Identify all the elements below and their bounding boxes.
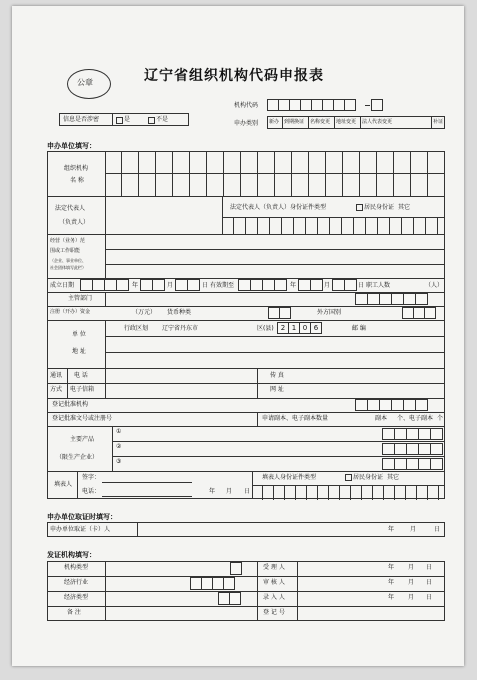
- filler-id-type-label: 填表人身份证件类型: [262, 474, 317, 481]
- district-code-1: 2: [277, 322, 289, 334]
- pickup-label: 申办单位取证（卡）人: [50, 526, 111, 533]
- issuer-date-2-month: 月: [408, 579, 415, 586]
- ecopy-label: 个、电子副本: [397, 415, 434, 422]
- valid-month-label: 月: [324, 282, 331, 289]
- apply-type-legal-change[interactable]: 法人代表变更: [362, 119, 393, 125]
- district-code-4: 6: [310, 322, 322, 334]
- est-month-label: 月: [167, 282, 174, 289]
- pickup-day-label: 日: [434, 526, 441, 533]
- legal-rep-label-2: （负责人）: [59, 219, 90, 226]
- ecopy-unit-label: 个: [437, 415, 444, 422]
- issuer-date-1-year: 年: [388, 564, 395, 571]
- district-code-cells[interactable]: [277, 322, 321, 334]
- issuer-date-1-month: 月: [408, 564, 415, 571]
- issuer-date-3-day: 日: [426, 594, 433, 601]
- valid-month-cells[interactable]: [298, 279, 322, 291]
- capital-label: 注册（开办）资金: [50, 309, 91, 315]
- est-day-label: 日: [202, 282, 209, 289]
- est-year-cells[interactable]: [80, 279, 128, 291]
- copies-label: 申请副本、电子副本数量: [262, 415, 329, 422]
- org-name-grid[interactable]: [105, 151, 445, 196]
- product-mark-3: ③: [116, 458, 122, 465]
- form-title: 辽宁省组织机构代码申报表: [144, 68, 324, 84]
- email-label: 电子信箱: [70, 386, 95, 393]
- district-label: 区(县): [257, 325, 274, 332]
- secret-no-checkbox[interactable]: [148, 117, 155, 124]
- issuer-date-1-day: 日: [426, 564, 433, 571]
- reg-org-cells[interactable]: [355, 399, 427, 411]
- section-applicant: 申办单位填写：: [47, 142, 96, 150]
- filler-id-number-grid[interactable]: [252, 485, 445, 500]
- postcode-label: 邮 编: [352, 325, 366, 332]
- issuer-remarks-label: 备 注: [67, 609, 81, 616]
- legal-rep-label-1: 法定代表人: [55, 205, 86, 212]
- est-year-label: 年: [132, 282, 139, 289]
- phone-label: 电 话: [74, 372, 88, 379]
- issuer-reviewer-label: 审 核 人: [263, 579, 285, 586]
- issuer-econ-type-cells[interactable]: [218, 592, 240, 605]
- legal-id-number-grid[interactable]: [222, 217, 445, 235]
- section-issuer: 发证机构填写：: [47, 551, 96, 559]
- org-code-cells[interactable]: [267, 99, 355, 111]
- apply-type-reissue[interactable]: 补证: [433, 119, 444, 125]
- est-day-cells[interactable]: [175, 279, 199, 291]
- pickup-month-label: 月: [410, 526, 417, 533]
- legal-id-type-label: 法定代表人（负责人）身份证件类型: [230, 204, 327, 211]
- product-mark-2: ②: [116, 443, 122, 450]
- issuer-org-type-label: 机构类型: [64, 564, 89, 571]
- section-pickup: 申办单位取证时填写：: [47, 513, 117, 521]
- valid-day-cells[interactable]: [332, 279, 356, 291]
- valid-year-label: 年: [290, 282, 297, 289]
- filler-sign-label: 签字：: [82, 474, 101, 481]
- product-mark-1: ①: [116, 428, 122, 435]
- authority-label: 主管部门: [68, 295, 93, 302]
- filler-label: 填表人: [54, 481, 73, 488]
- issuer-date-3-year: 年: [388, 594, 395, 601]
- issuer-org-type-cell[interactable]: [230, 562, 241, 575]
- issuer-reg-no-label: 登 记 号: [263, 609, 285, 616]
- reg-org-label: 登记批准机构: [52, 401, 89, 408]
- website-label: 网 址: [270, 386, 284, 393]
- region-label: 行政区划: [124, 325, 149, 332]
- issuer-industry-cells[interactable]: [190, 577, 234, 590]
- filler-tel-label: 电话：: [82, 488, 101, 495]
- legal-id-card-label: 居民身份证: [364, 204, 395, 211]
- authority-code-cells[interactable]: [355, 293, 427, 305]
- issuer-econ-type-label: 经济类型: [64, 594, 89, 601]
- secret-yes-label: 是: [124, 116, 131, 123]
- foreign-cells[interactable]: [402, 307, 435, 319]
- fax-label: 传 真: [270, 372, 284, 379]
- district-code-3: 0: [299, 322, 311, 334]
- apply-type-renew[interactable]: 到期换证: [284, 119, 305, 125]
- filler-id-card-label: 居民身份证: [353, 474, 384, 481]
- address-label-1: 单 位: [72, 331, 86, 338]
- product-code-cells-1[interactable]: [382, 428, 442, 440]
- currency-cells[interactable]: [268, 307, 290, 319]
- org-name-label-1: 组织机构: [64, 165, 89, 172]
- product-label-1: 主要产品: [70, 436, 95, 443]
- apply-type-address-change[interactable]: 地址变更: [336, 119, 357, 125]
- secret-label: 信息是否涉密: [63, 116, 100, 123]
- issuer-industry-label: 经济行业: [64, 579, 89, 586]
- est-date-label: 成立日期: [50, 282, 75, 289]
- filler-month-label: 月: [226, 488, 233, 495]
- address-label-2: 地 址: [72, 348, 86, 355]
- filler-year-label: 年: [209, 488, 216, 495]
- valid-to-label: 有效期至: [210, 282, 235, 289]
- scope-label-2: 围或工作职能: [50, 248, 81, 254]
- issuer-date-2-year: 年: [388, 579, 395, 586]
- filler-day-label: 日: [244, 488, 251, 495]
- contact-label-2: 方式: [50, 386, 63, 393]
- issuer-acceptor-label: 受 理 人: [263, 564, 285, 571]
- product-label-2: （限生产企业）: [56, 454, 99, 461]
- contact-label-1: 通讯: [50, 372, 63, 379]
- filler-id-other-label: 其它: [387, 474, 400, 481]
- issuer-entry-label: 录 入 人: [263, 594, 285, 601]
- org-code-label: 机构代码: [234, 102, 259, 109]
- legal-id-card-checkbox[interactable]: [356, 204, 363, 211]
- district-code-2: 1: [288, 322, 300, 334]
- copy-label: 副本: [375, 415, 388, 422]
- issuer-date-2-day: 日: [426, 579, 433, 586]
- product-code-cells-2[interactable]: [382, 443, 442, 455]
- apply-type-name-change[interactable]: 名称变更: [310, 119, 331, 125]
- valid-year-cells[interactable]: [238, 279, 286, 291]
- product-code-cells-3[interactable]: [382, 458, 442, 470]
- currency-label: 货币种类: [167, 309, 192, 316]
- apply-type-label: 申办类别: [234, 120, 259, 127]
- valid-day-label: 日: [358, 282, 365, 289]
- region-value: 辽宁省丹东市: [162, 325, 199, 332]
- org-code-check-cell[interactable]: [371, 99, 382, 111]
- issuer-date-3-month: 月: [408, 594, 415, 601]
- staff-unit-label: （人）: [425, 282, 444, 289]
- secret-yes-checkbox[interactable]: [116, 117, 123, 124]
- foreign-label: 外方国别: [317, 309, 342, 316]
- staff-label: 职工人数: [366, 282, 391, 289]
- scope-label-4: 社会团体填写此栏）: [50, 265, 86, 270]
- secret-no-label: 不是: [156, 116, 169, 123]
- scope-label-1: 经营（业务）范: [50, 238, 86, 244]
- apply-type-new[interactable]: 新办: [269, 119, 280, 125]
- capital-unit-label: （万元）: [132, 309, 157, 316]
- seal-text: 公章: [77, 78, 93, 87]
- reg-no-label: 登记批准文号或注册号: [52, 415, 113, 422]
- org-name-label-2: 名 称: [70, 177, 84, 184]
- legal-id-other-label: 其它: [398, 204, 411, 211]
- filler-id-card-checkbox[interactable]: [345, 474, 352, 481]
- pickup-year-label: 年: [388, 526, 395, 533]
- est-month-cells[interactable]: [140, 279, 164, 291]
- scope-label-3: （企业、事业单位、: [50, 258, 86, 263]
- application-form-page: [12, 6, 464, 666]
